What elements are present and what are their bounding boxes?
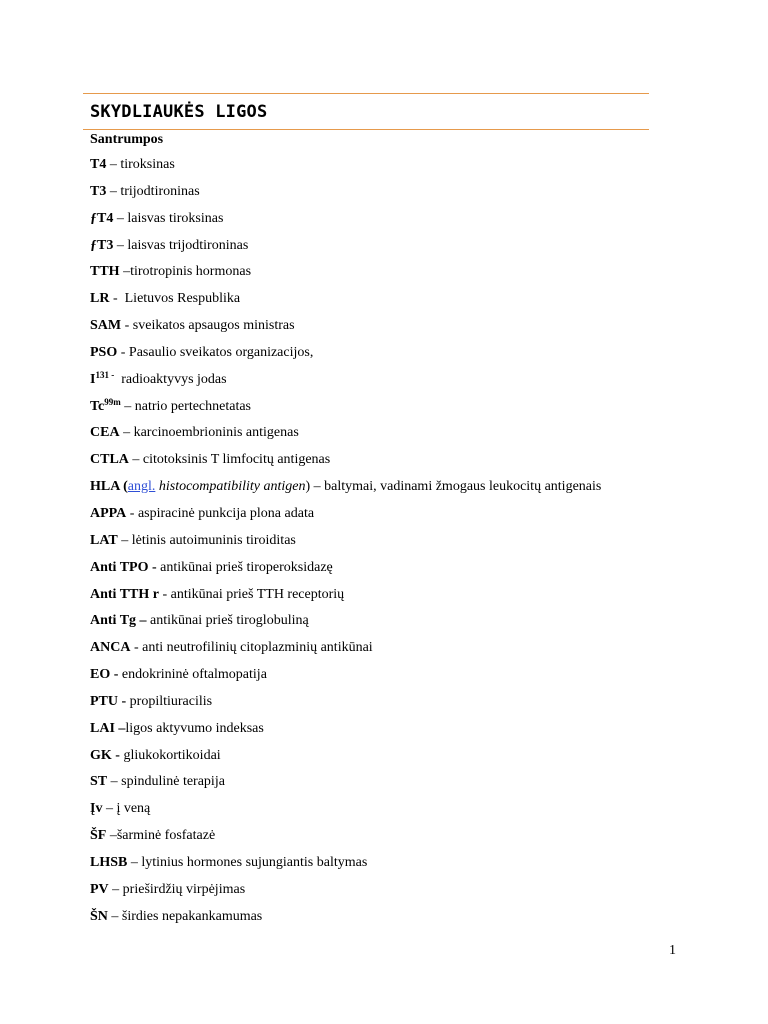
abbreviation-definition: gliukokortikoidai: [123, 747, 221, 763]
abbreviation-entry: [90, 210, 601, 237]
abbreviation-list: [90, 156, 601, 934]
abbreviation-definition: spindulinė terapija: [121, 774, 225, 790]
abbreviation-definition: į veną: [116, 801, 151, 817]
abbreviation-separator: –: [120, 398, 135, 414]
abbreviation-entry: [90, 827, 601, 854]
abbreviation-term: ŠF: [90, 828, 107, 844]
abbreviation-entry: [90, 478, 601, 505]
abbreviation-term: Anti Tg –: [90, 613, 147, 629]
abbreviation-entry: [90, 559, 601, 586]
abbreviation-entry: [90, 881, 601, 908]
abbreviation-term: ANCA: [90, 640, 131, 656]
abbreviation-definition: tirotropinis hormonas: [130, 264, 252, 280]
abbreviation-separator: –: [107, 908, 122, 924]
abbreviation-term: PSO: [90, 344, 118, 360]
abbreviation-term: Anti TTH r: [90, 586, 159, 602]
abbreviation-term: PV: [90, 881, 109, 897]
section-heading: Santrumpos: [90, 132, 164, 147]
abbreviation-entry: [90, 451, 601, 478]
abbreviation-definition: citotoksinis T limfocitų antigenas: [142, 452, 331, 468]
abbreviation-term: Tc: [90, 398, 105, 414]
abbreviation-separator: –: [119, 425, 134, 441]
abbreviation-separator: –: [108, 881, 123, 897]
abbreviation-term: LHSB: [90, 854, 128, 870]
abbreviation-term: Anti TPO -: [90, 559, 157, 575]
abbreviation-superscript: 131 -: [95, 369, 115, 380]
abbreviation-definition: prieširdžių virpėjimas: [122, 881, 246, 897]
abbreviation-entry: [90, 398, 601, 425]
language-link[interactable]: angl.: [127, 479, 156, 495]
abbreviation-entry: [90, 693, 601, 720]
page-number: 1: [669, 943, 676, 958]
abbreviation-superscript: 99m: [104, 396, 121, 407]
abbreviation-term: ƒT4: [90, 210, 114, 226]
abbreviation-entry: [90, 290, 601, 317]
abbreviation-entry: [90, 586, 601, 613]
abbreviation-definition: antikūnai prieš TTH receptorių: [170, 586, 345, 602]
abbreviation-definition: anti neutrofilinių citoplazminių antikūnai: [142, 640, 373, 656]
abbreviation-definition: ligos aktyvumo indeksas: [125, 720, 264, 736]
abbreviation-separator: –: [117, 532, 132, 548]
abbreviation-separator: –: [113, 210, 128, 226]
abbreviation-term: CTLA: [90, 452, 129, 468]
abbreviation-separator: -: [158, 586, 171, 602]
abbreviation-separator: –: [127, 854, 142, 870]
abbreviation-separator: –: [106, 157, 121, 172]
abbreviation-term: HLA: [90, 479, 120, 495]
abbreviation-definition: sveikatos apsaugos ministras: [132, 318, 295, 334]
abbreviation-definition: karcinoembrioninis antigenas: [133, 425, 299, 441]
abbreviation-term: GK -: [90, 747, 120, 763]
header-bottom-rule: [83, 129, 649, 130]
abbreviation-separator: -: [117, 344, 129, 360]
abbreviation-entry: [90, 237, 601, 264]
abbreviation-entry: [90, 505, 601, 532]
abbreviation-entry: [90, 908, 601, 935]
abbreviation-definition: laisvas tiroksinas: [127, 210, 224, 226]
abbreviation-term: ƒT3: [90, 237, 114, 253]
abbreviation-term: T4: [90, 157, 107, 172]
abbreviation-separator: -: [130, 640, 143, 656]
abbreviation-entry: [90, 800, 601, 827]
abbreviation-entry: [90, 263, 601, 290]
abbreviation-definition: endokrininė oftalmopatija: [121, 667, 267, 683]
abbreviation-separator: –: [106, 828, 117, 844]
abbreviation-entry: [90, 183, 601, 210]
abbreviation-entry: [90, 854, 601, 881]
abbreviation-definition: širdies nepakankamumas: [121, 908, 263, 924]
abbreviation-separator: –: [107, 774, 122, 790]
abbreviation-entry: [90, 639, 601, 666]
abbreviation-definition: laisvas trijodtironinas: [127, 237, 249, 253]
abbreviation-definition: šarminė fosfatazė: [116, 828, 216, 844]
abbreviation-entry: [90, 773, 601, 800]
abbreviation-term: LAI –: [90, 720, 126, 736]
abbreviation-definition: ) – baltymai, vadinami žmogaus leukocitų antigenais: [305, 479, 602, 495]
abbreviation-entry: [90, 666, 601, 693]
abbreviation-definition: lytinius hormones sujungiantis baltymas: [141, 854, 368, 870]
abbreviation-entry: [90, 720, 601, 747]
abbreviation-separator: -: [109, 291, 122, 307]
abbreviation-term: T3: [90, 183, 107, 199]
abbreviation-term: CEA: [90, 425, 120, 441]
abbreviation-separator: –: [128, 452, 143, 468]
abbreviation-term: Įv: [90, 801, 103, 817]
abbreviation-entry: [90, 344, 601, 371]
abbreviation-entry: [90, 371, 601, 398]
abbreviation-separator: (: [119, 479, 128, 495]
abbreviation-entry: [90, 317, 601, 344]
abbreviation-entry: [90, 424, 601, 451]
abbreviation-separator: -: [121, 318, 133, 334]
abbreviation-definition: propiltiuracilis: [129, 693, 213, 709]
abbreviation-separator: –: [113, 237, 128, 253]
abbreviation-definition: antikūnai prieš tiroglobuliną: [150, 613, 309, 629]
abbreviation-separator: –: [106, 183, 121, 199]
abbreviation-definition: lėtinis autoimuninis tiroiditas: [131, 532, 296, 548]
header-top-rule: [83, 93, 649, 94]
abbreviation-term: LAT: [90, 532, 118, 548]
abbreviation-definition: aspiracinė punkcija plona adata: [137, 505, 315, 521]
abbreviation-entry: [90, 156, 601, 183]
abbreviation-term: LR: [90, 291, 110, 307]
abbreviation-definition: Pasaulio sveikatos organizacijos,: [128, 344, 314, 360]
document-title: SKYDLIAUKĖS LIGOS: [90, 102, 268, 122]
abbreviation-definition: antikūnai prieš tiroperoksidazę: [160, 559, 333, 575]
foreign-term: histocompatibility antigen: [155, 479, 306, 495]
abbreviation-entry: [90, 532, 601, 559]
abbreviation-term: ST: [90, 774, 108, 790]
abbreviation-definition: tiroksinas: [120, 157, 175, 172]
abbreviation-term: APPA: [90, 505, 127, 521]
abbreviation-separator: -: [126, 505, 138, 521]
abbreviation-term: TTH: [90, 264, 120, 280]
abbreviation-entry: [90, 747, 601, 774]
abbreviation-term: I: [90, 371, 96, 387]
abbreviation-definition: radioaktyvys jodas: [121, 371, 227, 387]
abbreviation-definition: Lietuvos Respublika: [121, 291, 241, 307]
abbreviation-term: SAM: [90, 318, 122, 334]
abbreviation-definition: trijodtironinas: [120, 183, 200, 199]
abbreviation-term: EO -: [90, 667, 119, 683]
abbreviation-entry: [90, 612, 601, 639]
abbreviation-definition: natrio pertechnetatas: [134, 398, 251, 414]
abbreviation-separator: –: [102, 801, 117, 817]
abbreviation-separator: –: [119, 264, 131, 280]
abbreviation-term: ŠN: [90, 908, 108, 924]
abbreviation-term: PTU -: [90, 693, 127, 709]
